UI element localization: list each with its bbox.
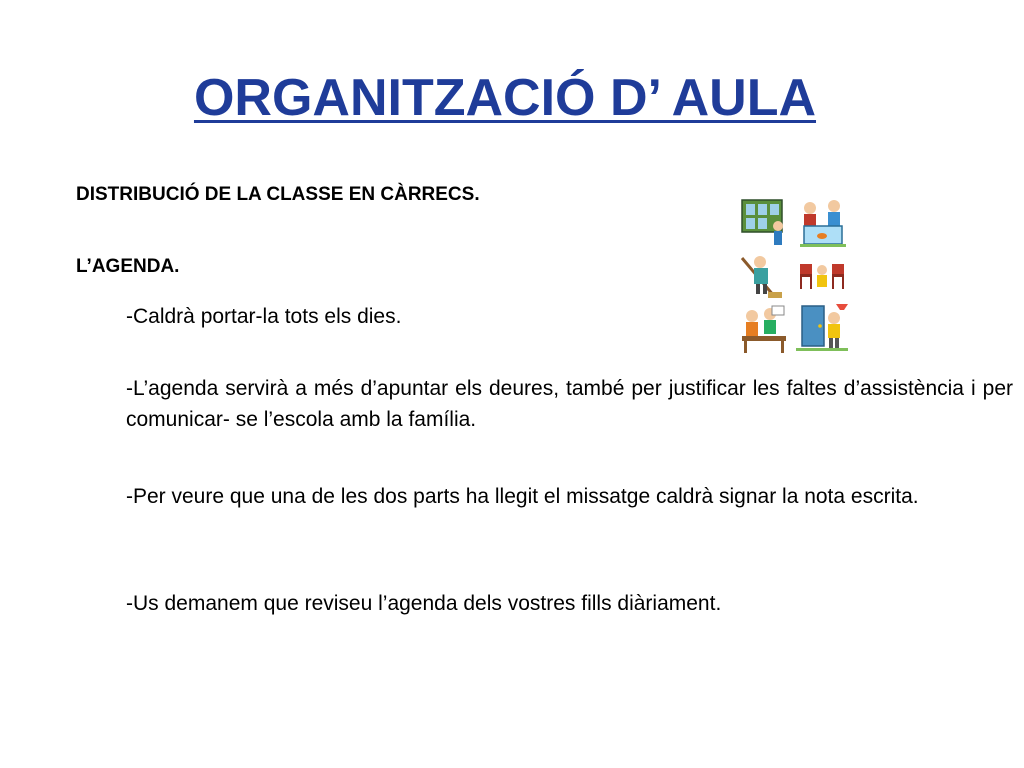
heading-class-charges: DISTRIBUCIÓ DE LA CLASSE EN CÀRRECS. [76,184,480,205]
paragraph-agenda-uses: -L’agenda servirà a més d’apuntar els deures, també per justificar les faltes d’assistència i per comunicar- se l’escola amb la família. [126,377,1013,431]
heading-agenda: L’AGENDA. [76,256,180,277]
bulletin-board-icon [742,200,783,245]
fish-tank-icon [800,200,846,247]
paragraph-bring-agenda: -Caldrà portar-la tots els dies. [126,305,402,328]
chairs-icon [800,264,844,289]
sweeping-icon [742,256,782,298]
kids-at-table-icon [742,306,786,353]
door-icon [796,304,848,351]
paragraph-sign-note: -Per veure que una de les dos parts ha llegit el missatge caldrà signar la nota escrita. [126,485,919,508]
paragraph-review-daily: -Us demanem que reviseu l’agenda dels vostres fills diàriament. [126,592,722,615]
slide-title: ORGANITZACIÓ D’ AULA [193,69,817,127]
classroom-chores-clipart-icon [738,192,850,360]
